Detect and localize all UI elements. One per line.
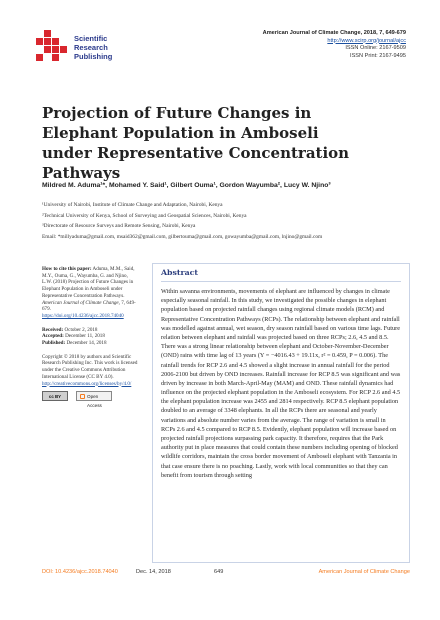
received-date: October 2, 2018 (64, 326, 98, 333)
cc-by-badge[interactable]: cc BY (42, 391, 68, 401)
journal-url-link[interactable]: http://www.scirp.org/journal/ajcc (327, 37, 406, 44)
history-dates (42, 327, 138, 347)
cite-text: Aduma, M.M., Said, M.Y., Ouma, G., Wayumba, G. and Njino, L.W. (2018) Projection of Future Changes in Elephant Population in Amboseli under Representative Concentration Pathways. (42, 266, 135, 299)
journal-citation: American Journal of Climate Change, 2018, 7, 649-679 (262, 30, 406, 36)
logo-line: Publishing (74, 52, 113, 61)
published-label: Published: (42, 340, 66, 347)
license-link[interactable]: http://creativecommons.org/licenses/by/4.0/ (42, 380, 132, 387)
how-to-cite (42, 266, 138, 320)
email-line: Email: *millyaduma@gmail.com, msaid362@gmail.com, gilbertouma@gmail.com, gowayumba@gmail.com, lnjino@gmail.com (42, 233, 323, 240)
article-sidebar (42, 266, 138, 410)
open-access-badge[interactable] (76, 391, 112, 409)
footer-doi[interactable]: DOI: 10.4236/ajcc.2018.74040 (42, 569, 118, 575)
issn-online: ISSN Online: 2167-9509 (345, 45, 406, 52)
open-access-label: Open Access (87, 394, 102, 409)
footer-date: Dec. 14, 2018 (136, 569, 171, 575)
published-row (42, 340, 138, 347)
abstract-text: Within savanna environments, movements of elephant are influenced by changes in climate especially seasonal rainfall. In this study, we investigated the possible changes in elephant population based on projected rainfall changes using regional climate models (RCM) and Representative Concentration Pathways (RCPs). The relationship between elephant and rainfall was modelled against annual, wet season, dry season rainfall based on various time lags. Future relation between elephant and rainfall was projected based on three RCPs; 2.6, 4.5 and 8.5. There was a strong linear relationship between elephant and October-November-December (OND) rains with time lag of 13 years (Y = −4016.43 + 19.11x, r² = 0.459, P = 0.006). The rainfall trends for RCP 2.6 and 4.5 showed a slight increase in annual rainfall for the period 2006-2100 but driven by OND increases. Rainfall increase for RCP 8.5 was significant and was driven by increase in both March-April-May (MAM) and OND. These rainfall dynamics had influence on the projected elephant population in the Amboseli ecosystem. For RCP 2.6 and 4.5 the elephant population increase was 2455 and 2814 respectively. RCP 8.5 elephant population doubled to an average of 3348 elephants. In all the RCPs there are seasonal and yearly variations and absolute number varies from the average. The range of variation is small in RCPs 2.6 and 4.5 compared to RCP 8.5. Evidently, elephant population will increase based on projected rainfall projections surpassing park capacity. It therefore, requires that the Park authority put in place measures that could contain these numbers including opening of blocked wildlife corridors, maintain the cross border movement of Amboseli elephant with Tanzania in that case ensure there is no poaching. Lastly, work with local communities so that they can benefit from tourism through setting (161, 288, 401, 479)
paper-title: Projection of Future Changes in Elephant Population in Amboseli under Representative Concentration Pathways (42, 104, 350, 182)
page-footer (42, 569, 410, 581)
received-row (42, 327, 138, 334)
abstract-heading: Abstract (161, 268, 401, 282)
cite-doi-link[interactable]: https://doi.org/10.4236/ajcc.2018.74040 (42, 312, 124, 319)
accepted-date: December 11, 2018 (65, 333, 105, 340)
affiliations (42, 200, 322, 242)
abstract-box (152, 263, 410, 563)
affiliation-line: ²Technical University of Kenya, School of Surveying and Geospatial Sciences, Nairobi, Kenya (42, 212, 247, 219)
publisher-logo (36, 30, 146, 66)
copyright-text: Copyright © 2018 by authors and Scientific Research Publishing Inc. This work is licensed under the Creative Commons Attribution International License (CC BY 4.0). (42, 353, 138, 380)
affiliation-line: ¹University of Nairobi, Institute of Climate Change and Adaptation, Nairobi, Kenya (42, 202, 223, 208)
published-date: December 14, 2018 (66, 340, 107, 347)
affiliation-line: ³Directorate of Resource Surveys and Remote Sensing, Nairobi, Kenya (42, 223, 196, 230)
accepted-row (42, 333, 138, 340)
journal-meta (263, 30, 406, 60)
footer-journal-name: American Journal of Climate Change (318, 569, 410, 575)
issn-print: ISSN Print: 2167-9495 (350, 52, 406, 59)
cite-pages: 7, 649-679. (42, 299, 136, 313)
cite-label: How to cite this paper: (42, 266, 92, 272)
received-label: Received: (42, 326, 64, 333)
logo-line: Research (74, 43, 108, 52)
scirp-logo-icon (36, 30, 70, 64)
copyright-block (42, 353, 138, 409)
page-number: 649 (214, 569, 224, 575)
logo-text (74, 34, 112, 61)
license-badges (42, 391, 138, 409)
cite-journal: American Journal of Climate Change, (42, 299, 120, 306)
logo-line: Scientific (74, 34, 108, 43)
accepted-label: Accepted: (42, 333, 64, 340)
open-lock-icon (80, 394, 85, 399)
author-list: Mildred M. Aduma¹*, Mohamed Y. Said¹, Gilbert Ouma¹, Gordon Wayumba², Lucy W. Njino³ (42, 182, 331, 189)
